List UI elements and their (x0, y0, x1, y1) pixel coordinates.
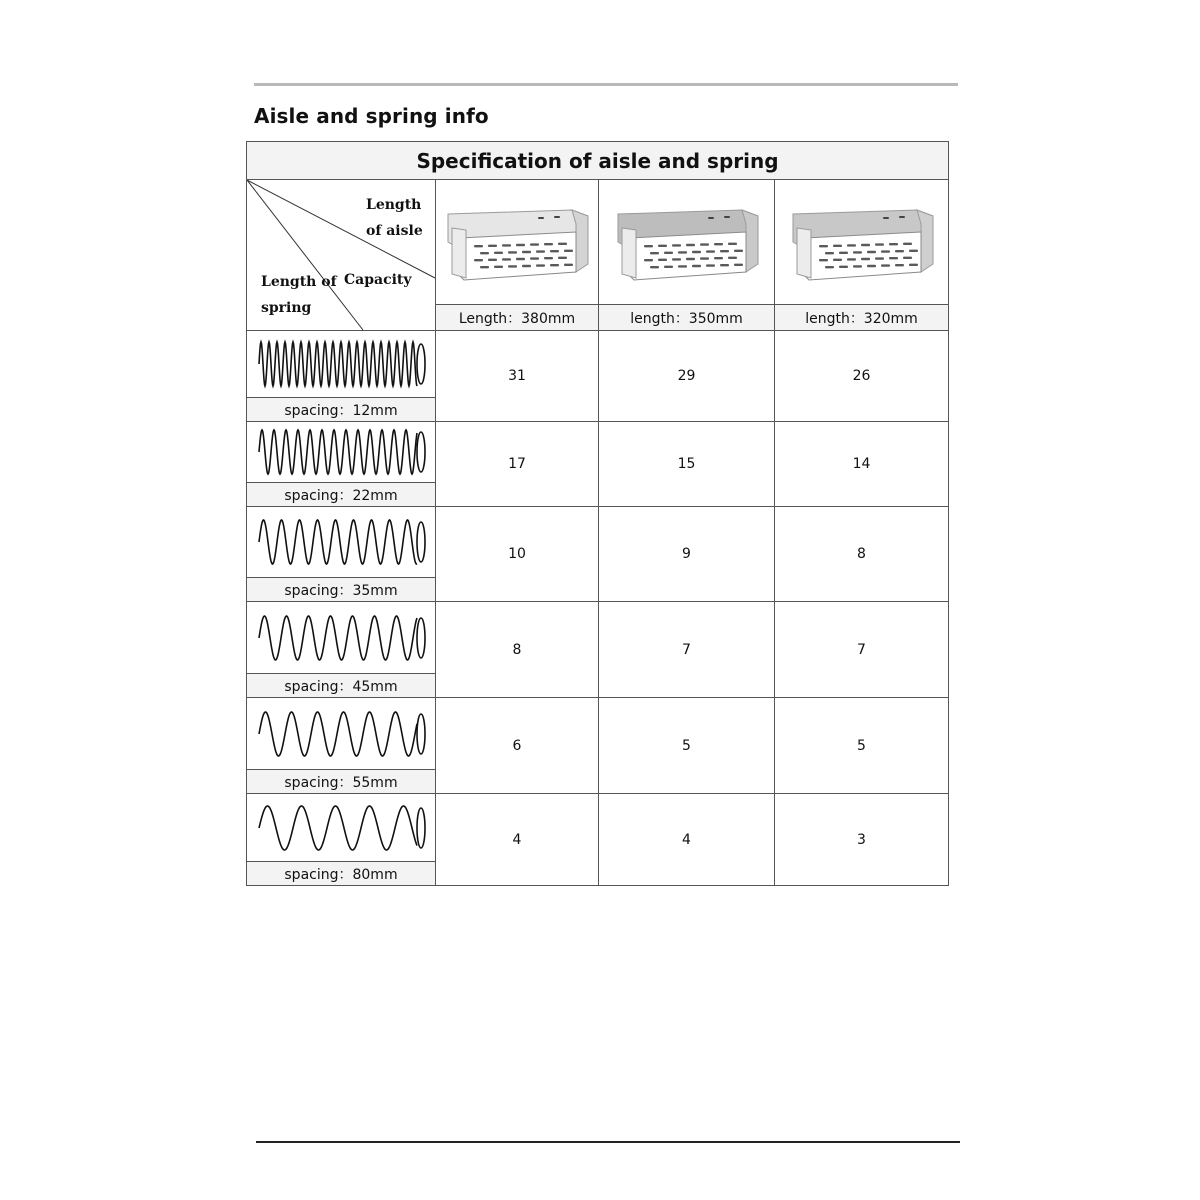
spec-table (246, 141, 949, 886)
aisle-length-header-line2: of aisle (366, 223, 423, 239)
spring-image (247, 422, 435, 482)
aisle-length-label: length：350mm (599, 304, 774, 330)
capacity-value: 29 (677, 368, 696, 384)
spring-coil-icon (253, 334, 429, 394)
spring-image (247, 794, 435, 861)
spring-image (247, 507, 435, 577)
capacity-header: Capacity (344, 272, 412, 288)
spring-coil-icon (253, 798, 429, 858)
spring-length-header (261, 269, 337, 321)
aisle-length-label: length：320mm (775, 304, 948, 330)
aisle-tray-icon (612, 202, 762, 282)
capacity-value: 4 (682, 831, 691, 848)
capacity-value: 26 (852, 368, 871, 384)
aisle-length-label: Length：380mm (436, 304, 598, 330)
spring-spacing-label: spacing：12mm (247, 397, 435, 421)
aisle-tray-image (775, 180, 948, 304)
table-title: Specification of aisle and spring (247, 142, 948, 180)
capacity-value: 17 (508, 456, 526, 472)
capacity-value: 7 (682, 641, 691, 658)
aisle-tray-icon (787, 202, 937, 282)
spring-coil-icon (253, 512, 429, 572)
spring-spacing-label: spacing：35mm (247, 577, 435, 601)
capacity-value: 31 (508, 368, 526, 384)
spring-spacing-label: spacing：45mm (247, 673, 435, 697)
spring-spacing-label: spacing：55mm (247, 769, 435, 793)
capacity-value: 15 (677, 456, 696, 472)
aisle-length-header-line1: Length (366, 197, 422, 213)
capacity-value: 4 (512, 831, 522, 848)
bottom-divider (256, 1141, 960, 1143)
spring-image (247, 602, 435, 673)
diagonal-header-cell (247, 180, 435, 330)
aisle-tray-image (599, 180, 774, 304)
top-divider (254, 83, 958, 86)
section-heading: Aisle and spring info (254, 104, 489, 128)
spring-coil-icon (253, 422, 429, 482)
spring-spacing-label: spacing：22mm (247, 482, 435, 506)
capacity-value: 5 (857, 737, 866, 754)
spring-length-header-line2: spring (261, 300, 312, 316)
capacity-value: 7 (857, 641, 866, 658)
spring-coil-icon (253, 704, 429, 764)
capacity-value: 8 (512, 641, 522, 658)
capacity-value: 6 (512, 737, 522, 754)
aisle-tray-icon (442, 202, 592, 282)
capacity-value: 5 (682, 737, 691, 754)
spring-spacing-label: spacing：80mm (247, 861, 435, 885)
spring-coil-icon (253, 608, 429, 668)
spring-image (247, 698, 435, 769)
aisle-length-header (366, 192, 423, 244)
capacity-value: 9 (682, 546, 691, 562)
capacity-value: 14 (852, 456, 871, 472)
capacity-value: 3 (857, 831, 866, 848)
capacity-value: 8 (857, 546, 866, 562)
capacity-value: 10 (508, 546, 526, 562)
spring-image (247, 331, 435, 397)
spring-length-header-line1: Length of (261, 274, 337, 290)
aisle-tray-image (436, 180, 598, 304)
